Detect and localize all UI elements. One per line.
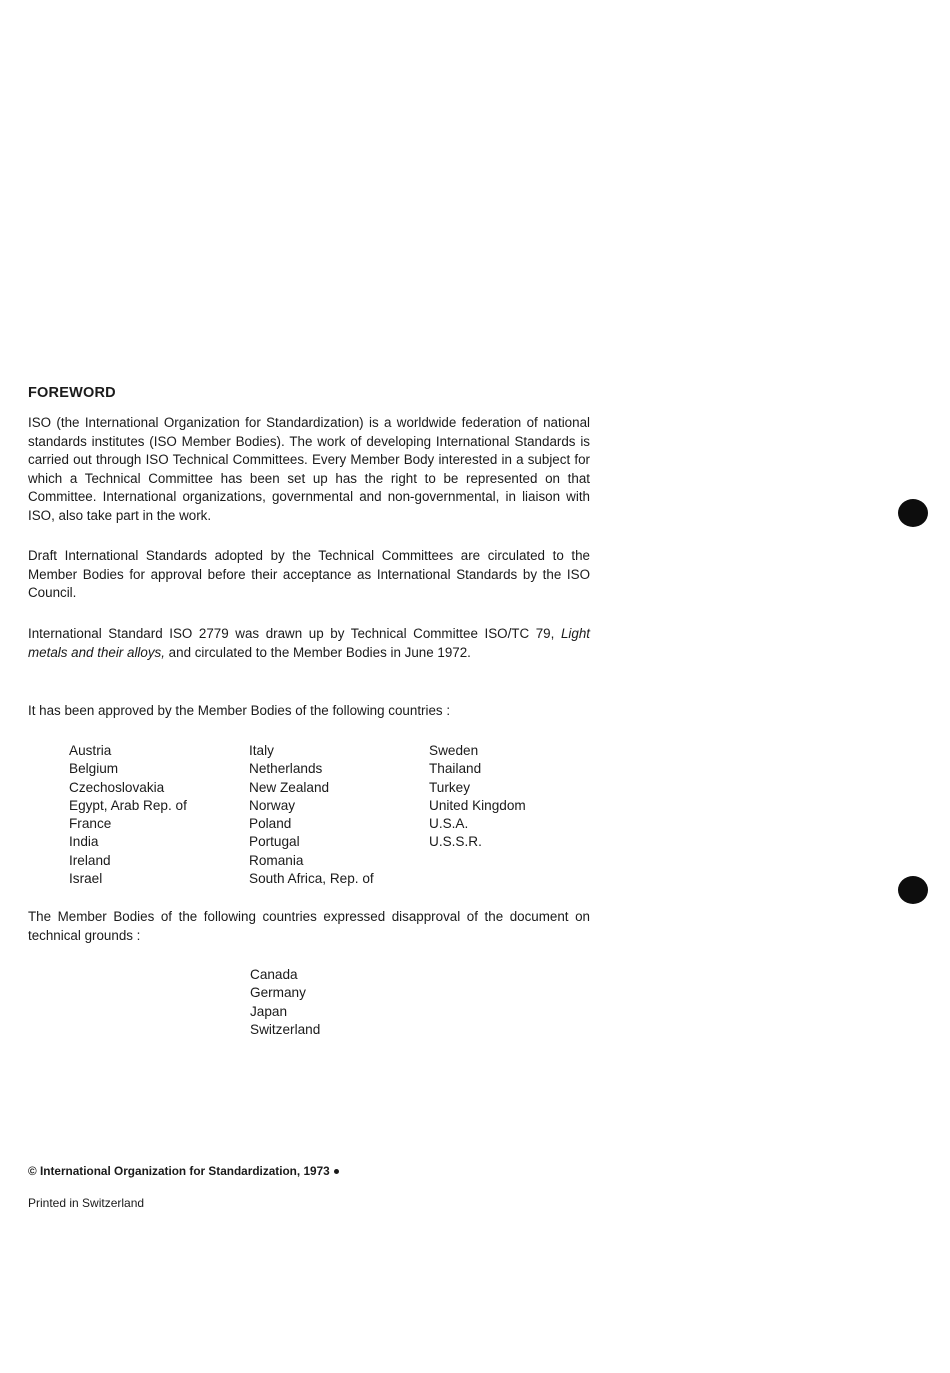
country-item: Netherlands: [249, 761, 323, 777]
country-item: India: [69, 834, 99, 850]
approving-countries-column-1: [69, 742, 187, 888]
country-item: United Kingdom: [429, 797, 526, 813]
approving-countries-column-2: [249, 742, 374, 888]
country-item: Turkey: [429, 779, 471, 795]
paragraph-disapproval-intro: The Member Bodies of the following countries expressed disapproval of the document on technical grounds :: [28, 909, 590, 943]
foreword-heading: FOREWORD: [28, 385, 116, 401]
country-item: France: [69, 816, 112, 832]
country-item: Ireland: [69, 852, 111, 868]
punch-hole-icon: [898, 499, 928, 527]
bullet-dot-icon: [334, 1169, 339, 1174]
copyright-notice: [28, 1164, 339, 1178]
country-item: Poland: [249, 816, 292, 832]
country-item: Canada: [250, 967, 298, 982]
country-item: South Africa, Rep. of: [249, 871, 374, 887]
country-item: Romania: [249, 852, 304, 868]
paragraph-iso-description: ISO (the International Organization for Standardization) is a worldwide federation of national standards institutes (ISO Member Bodies). The work of developing International Standards is carried out through ISO Technical Committees. Every Member Body interested in a subject for which a Technical Committee has been set up has the right to be represented on that Committee. International organizations, governmental and non-governmental, in liaison with ISO, also take part in the work.: [28, 415, 590, 523]
country-item: Japan: [250, 1003, 288, 1019]
paragraph-draft-standards: Draft International Standards adopted by the Technical Committees are circulated to the Member Bodies for approval before their acceptance as International Standards by the ISO Council.: [28, 548, 590, 601]
country-item: Portugal: [249, 834, 300, 850]
country-item: Germany: [250, 985, 306, 1001]
country-item: Norway: [249, 797, 296, 813]
country-item: Switzerland: [250, 1021, 321, 1037]
origin-text-end: and circulated to the Member Bodies in June 1972.: [164, 644, 471, 660]
country-item: New Zealand: [249, 779, 330, 795]
origin-text-start: International Standard ISO 2779 was drawn up by Technical Committee ISO/TC 79,: [28, 626, 561, 641]
country-item: Israel: [69, 871, 103, 887]
country-item: Sweden: [429, 743, 479, 758]
paragraph-approval-intro: It has been approved by the Member Bodies of the following countries :: [28, 703, 451, 718]
country-item: Thailand: [429, 761, 482, 777]
copyright-text: © International Organization for Standardization, 1973: [28, 1164, 330, 1178]
committee-subject: Light metals and their alloys,: [28, 626, 590, 660]
punch-hole-icon: [898, 876, 928, 904]
country-item: Belgium: [69, 761, 119, 777]
paragraph-standard-origin: [28, 625, 590, 662]
country-item: U.S.A.: [429, 816, 469, 832]
disapproving-countries-list: [250, 966, 320, 1039]
country-item: Italy: [249, 743, 274, 758]
country-item: U.S.S.R.: [429, 834, 482, 850]
country-item: Egypt, Arab Rep. of: [69, 797, 187, 813]
country-item: Austria: [69, 743, 112, 758]
printed-location: Printed in Switzerland: [28, 1196, 145, 1210]
country-item: Czechoslovakia: [69, 779, 165, 795]
approving-countries-column-3: [429, 742, 526, 852]
